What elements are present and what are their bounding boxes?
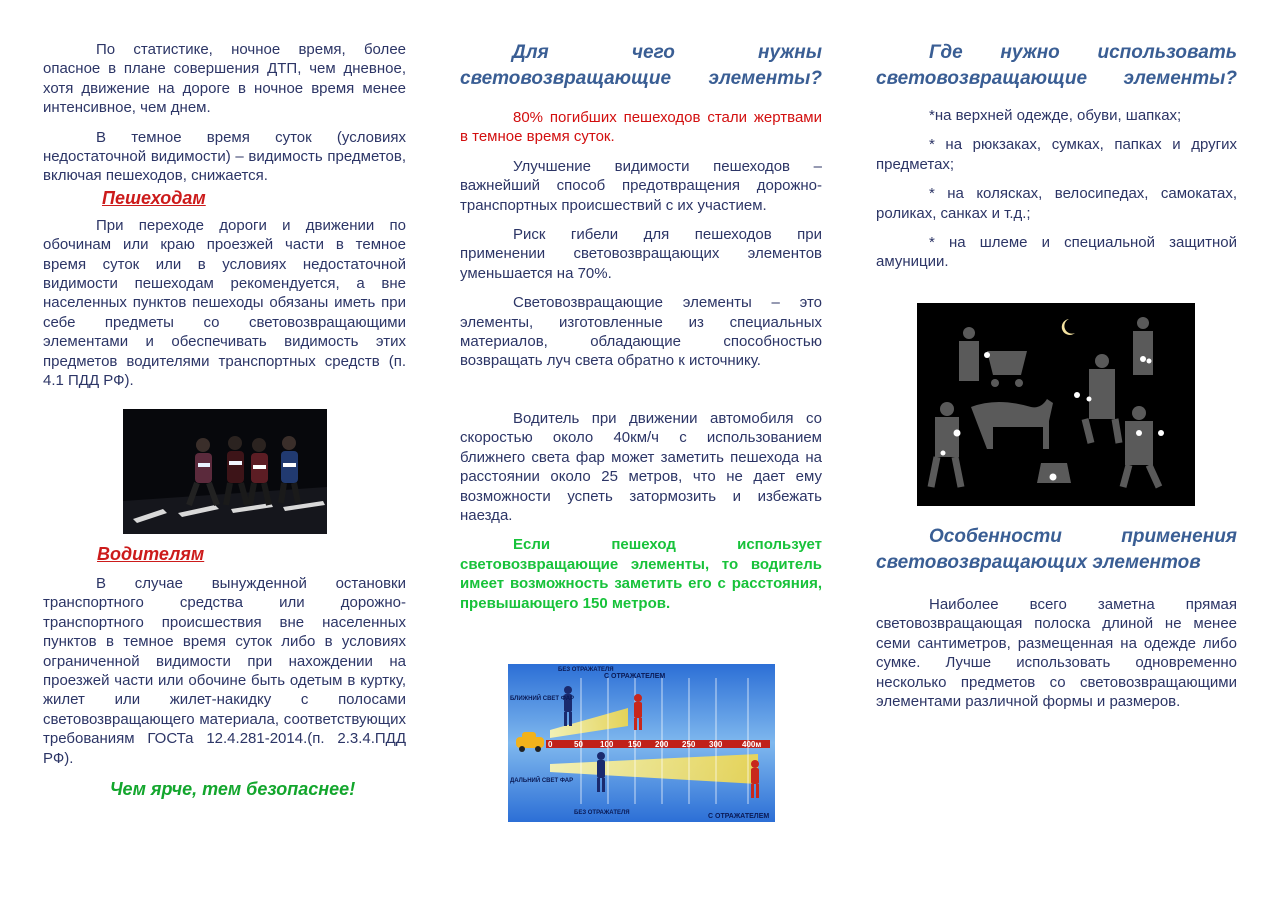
label-no-reflector-bottom: БЕЗ ОТРАЖАТЕЛЯ — [574, 810, 630, 816]
stats-paragraph: По статистике, ночное время, более опасное в плане совершения ДТП, чем дневное, хотя движение на дороге в ночное время менее интенсивное, чем днем. — [43, 41, 406, 117]
death-stat-paragraph: 80% погибших пешеходов стали жертвами в темное время суток. — [460, 109, 822, 146]
visibility-paragraph: В темное время суток (условиях недостаточной видимости) – видимость предметов, включая пешеходов, снижается. — [43, 128, 406, 185]
drivers-heading-text: Водителям — [97, 544, 205, 564]
pedestrians-crossing-photo — [123, 409, 327, 534]
column-right — [876, 40, 1237, 272]
scale-tick: 250 — [682, 740, 696, 749]
features-heading: Особенности применения световозвращающих элементов — [876, 526, 1237, 573]
pedestrians-paragraph: При переходе дороги и движении по обочинам или краю проезжей части в темное время суток или в условиях недостаточной видимости пешеходам рекомендуется, а вне населенных пунктов пешеходы обязаны иметь при себе предметы со световозвращающими элементами и обеспечивать видимость этих предметов водителями транспортных средств (п. 4.1 ПДД РФ). — [43, 216, 406, 390]
risk-paragraph: Риск гибели для пешеходов при применении световозвращающих элементов уменьшается на 70%. — [460, 226, 822, 282]
label-high-beam: ДАЛЬНИЙ СВЕТ ФАР — [510, 778, 574, 784]
visibility-distance-diagram — [508, 664, 775, 822]
pedestrians-heading-text: Пешеходам — [102, 187, 206, 208]
middle-heading: Для чего нужны световозвращающие элементы? — [460, 42, 822, 89]
label-with-reflector-bottom: С ОТРАЖАТЕЛЕМ — [708, 813, 770, 820]
where-heading: Где нужно использовать световозвращающие элементы? — [876, 42, 1237, 89]
slogan: Чем ярче, тем безопаснее! — [109, 779, 356, 800]
drivers-paragraph: В случае вынужденной остановки транспортного средства или дорожно-транспортного происшествия вне населенных пунктов в темное время суток либо в условиях ограниченной видимости при нахождении на проезжей части или обочине быть одетым в куртку, жилет или жилет-накидку с полосами световозвращающего материала, соответствующих требованиям ГОСТа 12.4.281-2014.(п. 2.3.4.ПДД РФ). — [43, 575, 406, 767]
scale-tick: 0 — [548, 740, 553, 749]
label-no-reflector-top: БЕЗ ОТРАЖАТЕЛЯ — [558, 667, 614, 673]
features-paragraph: Наиболее всего заметна прямая световозвращающая полоска длиной не менее семи сантиметров, размещенная на одежде либо сумке. Лучше использовать одновременно несколько предметов со световозвращающими элементами различной формы и размеров. — [876, 596, 1237, 711]
definition-paragraph: Световозвращающие элементы – это элементы, изготовленные из специальных материалов, обладающие способностью возвращать луч света обратно к источнику. — [460, 294, 822, 370]
scale-tick: 50 — [574, 740, 583, 749]
scale-tick: 300 — [709, 740, 723, 749]
label-low-beam: БЛИЖНИЙ СВЕТ ФАР — [510, 696, 575, 702]
driver-distance-paragraph: Водитель при движении автомобиля со скоростью около 40км/ч с использованием ближнего света фар может заметить пешехода на расстоянии около 25 метров, что не дает ему возможности успеть затормозить и избежать наезда. — [460, 409, 822, 524]
where-item: * на шлеме и специальной защитной амуниции. — [876, 234, 1237, 271]
drivers-heading — [43, 544, 406, 565]
night-reflectors-photo — [917, 303, 1195, 506]
reflector-distance-paragraph: Если пешеход использует световозвращающие элементы, то водитель имеет возможность заметить его с расстояния, превышающего 150 метров. — [460, 536, 822, 612]
scale-tick: 400м — [742, 740, 762, 749]
where-item: * на рюкзаках, сумках, папках и других предметах; — [876, 136, 1237, 173]
pedestrians-heading — [43, 188, 406, 209]
scale-tick: 200 — [655, 740, 669, 749]
drivers-section — [43, 544, 406, 800]
scale-tick: 150 — [628, 740, 642, 749]
scale-tick: 100 — [600, 740, 614, 749]
column-left — [43, 40, 406, 391]
features-section — [876, 524, 1237, 711]
visibility-improvement-paragraph: Улучшение видимости пешеходов – важнейший способ предотвращения дорожно-транспортных происшествий с их участием. — [460, 157, 822, 214]
column-middle — [460, 40, 822, 613]
where-item: *на верхней одежде, обуви, шапках; — [929, 107, 1182, 124]
where-item: * на колясках, велосипедах, самокатах, роликах, санках и т.д.; — [876, 185, 1237, 222]
label-with-reflector-top: С ОТРАЖАТЕЛЕМ — [604, 673, 666, 680]
